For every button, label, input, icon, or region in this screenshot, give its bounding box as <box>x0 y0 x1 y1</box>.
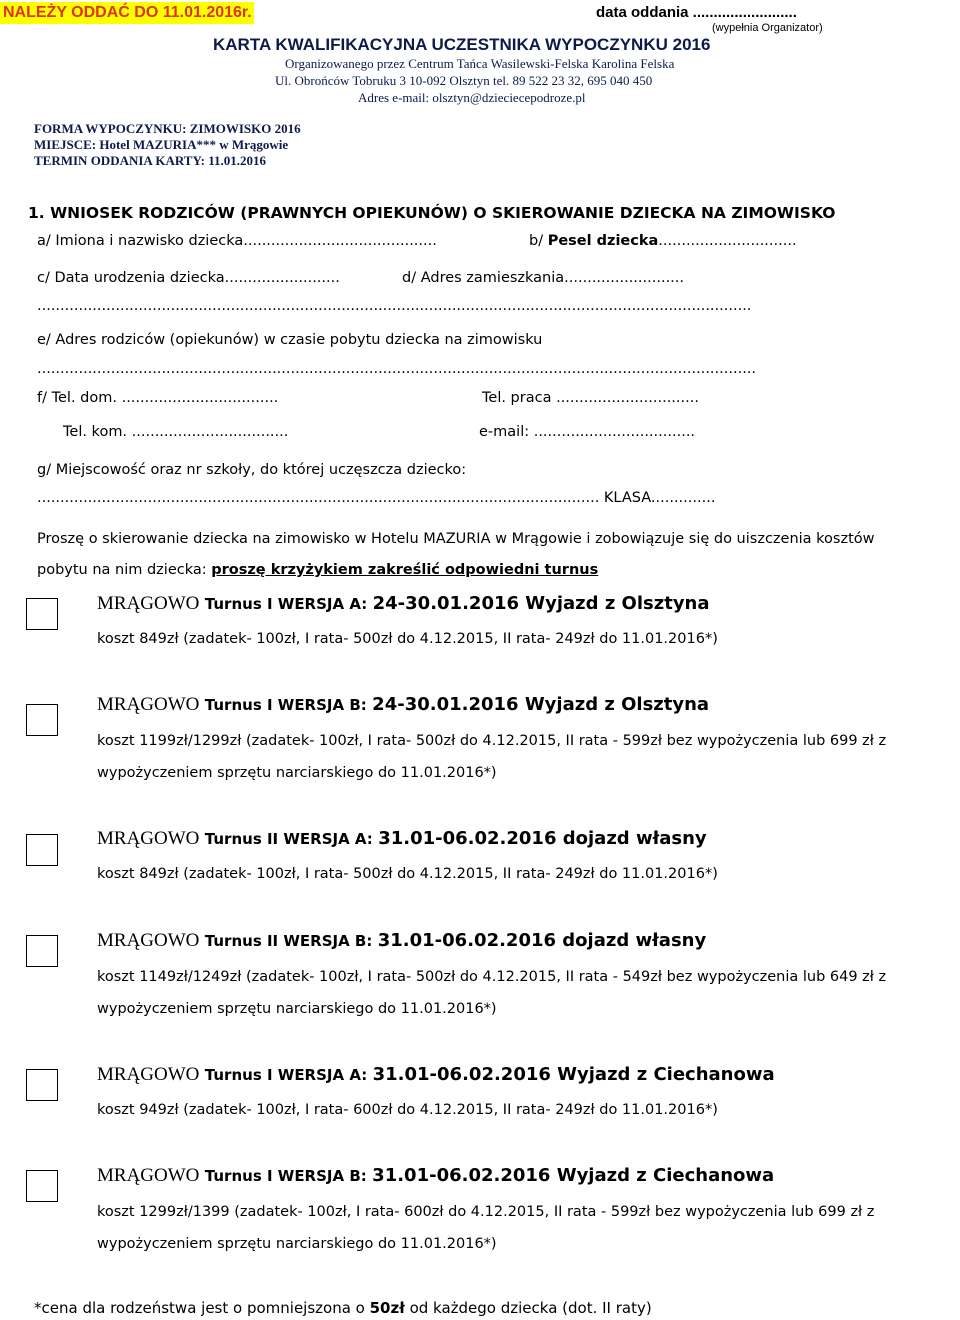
child-name-dots: .......................................... <box>243 233 437 249</box>
pesel-label: Pesel dziecka <box>547 233 659 249</box>
return-date-field[interactable]: data oddania ......................... <box>596 4 797 21</box>
request-instruction: proszę krzyżykiem zakreślić odpowiedni turnus <box>211 562 599 578</box>
sibling-discount-footnote <box>34 1299 652 1317</box>
turnus-1-name: Turnus I WERSJA A: <box>204 595 368 613</box>
turnus-5-dates: 31.01-06.02.2016 Wyjazd z Ciechanowa <box>372 1064 775 1085</box>
turnus-3-checkbox[interactable] <box>26 834 58 866</box>
turnus-2-dates: 24-30.01.2016 Wyjazd z Olsztyna <box>372 694 710 715</box>
turnus-4-name: Turnus II WERSJA B: <box>204 932 373 950</box>
turnus-6-dates: 31.01-06.02.2016 Wyjazd z Ciechanowa <box>372 1165 775 1186</box>
turnus-1-dates: 24-30.01.2016 Wyjazd z Olsztyna <box>372 593 710 614</box>
form-title: KARTA KWALIFIKACYJNA UCZESTNIKA WYPOCZYNKU 2016 <box>213 35 711 54</box>
home-address-label: d/ Adres zamieszkania <box>402 270 565 286</box>
turnus-6-cost-cont: wypożyczeniem sprzętu narciarskiego do 11.01.2016*) <box>97 1236 497 1252</box>
turnus-1-checkbox[interactable] <box>26 598 58 630</box>
organizer-line: Organizowanego przez Centrum Tańca Wasilewski-Felska Karolina Felska <box>285 56 675 71</box>
turnus-3-heading <box>97 828 707 850</box>
home-phone-field[interactable]: f/ Tel. dom. .................................. <box>37 390 279 406</box>
turnus-6-checkbox[interactable] <box>26 1170 58 1202</box>
return-deadline-banner: NALEŻY ODDAĆ DO 11.01.2016r. <box>0 2 254 24</box>
birth-date-field[interactable] <box>37 270 340 286</box>
parents-address-line[interactable]: ............................................................................................................................................................ <box>37 361 757 377</box>
turnus-6-city: MRĄGOWO <box>97 1165 200 1186</box>
turnus-6-heading <box>97 1165 774 1187</box>
turnus-1-heading <box>97 593 710 615</box>
pesel-prefix: b/ <box>529 233 548 249</box>
child-name-label: a/ Imiona i nazwisko dziecka <box>37 233 244 249</box>
turnus-2-cost: koszt 1199zł/1299zł (zadatek- 100zł, I rata- 500zł do 4.12.2015, II rata - 599zł bez wypożyczenia lub 699 zł z <box>97 733 887 749</box>
turnus-4-cost: koszt 1149zł/1249zł (zadatek- 100zł, I rata- 500zł do 4.12.2015, II rata - 549zł bez wypożyczenia lub 649 zł z <box>97 969 887 985</box>
turnus-3-cost: koszt 849zł (zadatek- 100zł, I rata- 500zł do 4.12.2015, II rata- 249zł do 11.01.2016*) <box>97 866 718 882</box>
turnus-5-checkbox[interactable] <box>26 1069 58 1101</box>
turnus-4-heading <box>97 930 706 952</box>
request-line-1: Proszę o skierowanie dziecka na zimowisko w Hotelu MAZURIA w Mrągowie i zobowiązuje się do uiszczenia kosztów <box>37 531 875 547</box>
turnus-2-name: Turnus I WERSJA B: <box>204 696 367 714</box>
home-address-field[interactable] <box>402 270 684 286</box>
turnus-4-cost-cont: wypożyczeniem sprzętu narciarskiego do 11.01.2016*) <box>97 1001 497 1017</box>
pesel-dots: .............................. <box>658 233 797 249</box>
school-and-class-line[interactable]: .......................................................................................................................... KLASA.............. <box>37 490 716 506</box>
card-return-term: TERMIN ODDANIA KARTY: 11.01.2016 <box>34 153 267 168</box>
school-label: g/ Miejscowość oraz nr szkoły, do której uczęszcza dziecko: <box>37 462 467 478</box>
section-1-title: 1. WNIOSEK RODZICÓW (PRAWNYCH OPIEKUNÓW) O SKIEROWANIE DZIECKA NA ZIMOWISKO <box>28 204 836 222</box>
request-line-2 <box>37 562 598 578</box>
mobile-phone-field[interactable]: Tel. kom. .................................. <box>63 424 289 440</box>
holiday-place: MIEJSCE: Hotel MAZURIA*** w Mrągowie <box>34 137 289 152</box>
home-address-dots: .......................... <box>564 270 685 286</box>
turnus-5-heading <box>97 1064 775 1086</box>
form-of-holiday: FORMA WYPOCZYNKU: ZIMOWISKO 2016 <box>34 121 301 136</box>
turnus-4-dates: 31.01-06.02.2016 dojazd własny <box>377 930 707 951</box>
turnus-3-name: Turnus II WERSJA A: <box>204 830 373 848</box>
request-line-2-text: pobytu na nim dziecka: <box>37 562 212 578</box>
turnus-2-heading <box>97 694 709 716</box>
turnus-3-dates: 31.01-06.02.2016 dojazd własny <box>378 828 707 849</box>
turnus-6-cost: koszt 1299zł/1399 (zadatek- 100zł, I rata- 600zł do 4.12.2015, II rata - 599zł bez wypożyczenia lub 699 zł z <box>97 1204 875 1220</box>
pesel-field[interactable] <box>529 233 797 249</box>
footnote-text: *cena dla rodzeństwa jest o pomniejszona o <box>34 1299 370 1317</box>
email-field[interactable]: e-mail: ................................... <box>479 424 696 440</box>
email-label: Adres e-mail: <box>358 90 433 105</box>
turnus-3-city: MRĄGOWO <box>97 828 200 849</box>
turnus-5-name: Turnus I WERSJA A: <box>204 1066 368 1084</box>
turnus-1-cost: koszt 849zł (zadatek- 100zł, I rata- 500zł do 4.12.2015, II rata- 249zł do 11.01.2016*) <box>97 631 718 647</box>
turnus-4-checkbox[interactable] <box>26 935 58 967</box>
turnus-2-cost-cont: wypożyczeniem sprzętu narciarskiego do 11.01.2016*) <box>97 765 497 781</box>
turnus-5-city: MRĄGOWO <box>97 1064 200 1085</box>
turnus-6-name: Turnus I WERSJA B: <box>204 1167 367 1185</box>
footnote-amount: 50zł <box>369 1299 405 1317</box>
turnus-5-cost: koszt 949zł (zadatek- 100zł, I rata- 600zł do 4.12.2015, II rata- 249zł do 11.01.2016*) <box>97 1102 718 1118</box>
work-phone-field[interactable]: Tel. praca ............................... <box>482 390 699 406</box>
birth-date-label: c/ Data urodzenia dziecka <box>37 270 225 286</box>
organizer-email-line <box>358 90 585 106</box>
turnus-1-city: MRĄGOWO <box>97 593 200 614</box>
filled-by-note: (wypełnia Organizator) <box>712 22 823 34</box>
parents-address-label: e/ Adres rodziców (opiekunów) w czasie pobytu dziecka na zimowisku <box>37 332 543 348</box>
organizer-address: Ul. Obrońców Tobruku 3 10-092 Olsztyn tel. 89 522 23 32, 695 040 450 <box>275 73 653 88</box>
birth-date-dots: ......................... <box>224 270 340 286</box>
email-link[interactable]: olsztyn@dzieciecepodroze.pl <box>432 90 586 105</box>
child-name-field[interactable] <box>37 233 437 249</box>
footnote-text-end: od każdego dziecka (dot. II raty) <box>404 1299 652 1317</box>
turnus-2-checkbox[interactable] <box>26 704 58 736</box>
turnus-4-city: MRĄGOWO <box>97 930 200 951</box>
home-address-line-2[interactable]: ........................................................................................................................................................... <box>37 298 752 314</box>
turnus-2-city: MRĄGOWO <box>97 694 200 715</box>
